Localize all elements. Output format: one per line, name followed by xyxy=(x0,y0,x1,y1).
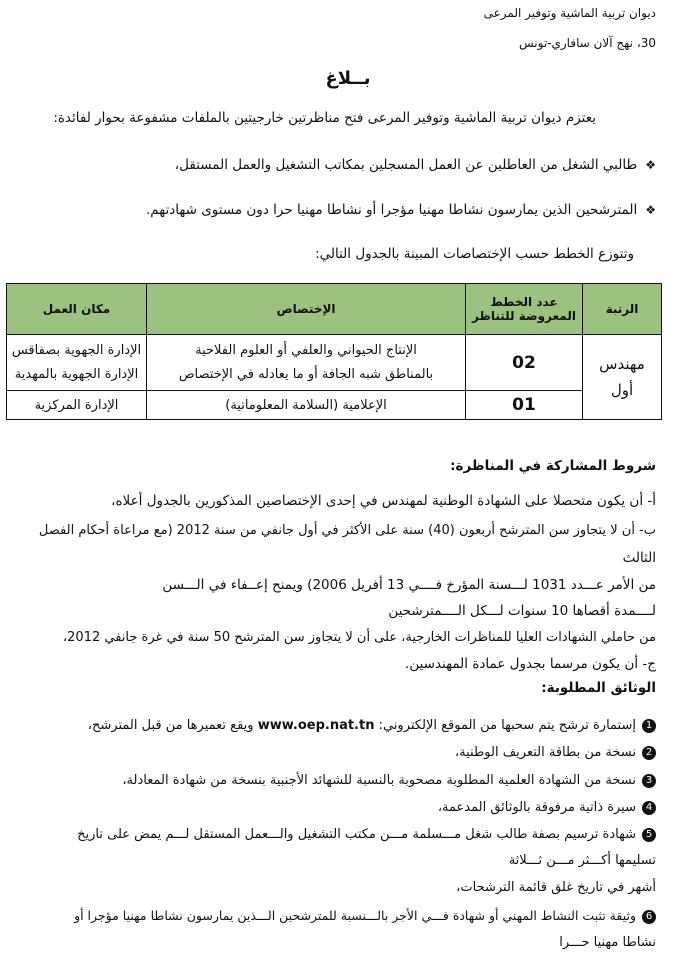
header-count-line: المعروضة للتناظر xyxy=(472,309,576,323)
diamond-bullet-icon: ❖ xyxy=(645,158,656,172)
header-rank: الرتبة xyxy=(583,284,662,335)
workplace-cell: الإدارة المركزية xyxy=(7,391,147,420)
circled-number-icon: 6 xyxy=(642,910,656,924)
rank-cell: مهندس أول xyxy=(583,335,662,420)
condition-b-continued: لــــمدة أقصاها 10 سنوات لـــكل الــــمترشحين xyxy=(388,603,656,619)
specialty-cell: الإعلامية (السلامة المعلوماتية) xyxy=(147,391,466,420)
intro-text: يعتزم ديوان تربية الماشية وتوفير المرعى فتح مناظرتين خارجيتين بالملفات مشفوعة بحوار لفائدة: xyxy=(53,110,596,126)
document-text: إستمارة ترشح يتم سحبها من الموقع الإلكتروني: xyxy=(374,718,636,733)
organization-address: 30، نهج آلان سافاري-تونس xyxy=(518,36,656,50)
bullet-item xyxy=(146,202,656,218)
conditions-heading: شروط المشاركة في المناظرة: xyxy=(450,458,656,474)
document-item-continued: تسليمها أكـــثر مـــن ثـــلاثة xyxy=(508,853,656,868)
organization-name: ديوان تربية الماشية وتوفير المرعى xyxy=(483,6,656,20)
circled-number-icon: 3 xyxy=(642,774,656,788)
document-text: ويقع تعميرها من قبل المترشح، xyxy=(87,718,258,733)
circled-number-icon: 2 xyxy=(642,746,656,760)
header-specialty: الإختصاص xyxy=(147,284,466,335)
bullet-text: طالبي الشغل من العاطلين عن العمل المسجلين بمكاتب التشغيل والعمل المستقل، xyxy=(174,157,638,173)
condition-b-continued: من حاملي الشهادات العليا للمناظرات الخارجية، على أن لا يتجاوز سن المترشح 50 سنة في غرة جانفي 2012، xyxy=(62,630,656,645)
document-item-continued: أشهر في تاريخ غلق قائمة الترشحات، xyxy=(456,880,656,895)
count-cell: 02 xyxy=(466,335,583,391)
distribution-text: وتتوزع الخطط حسب الإختصاصات المبينة بالجدول التالي: xyxy=(315,246,634,262)
workplace-line: الإدارة الجهوية بالمهدية xyxy=(14,366,139,382)
document-item-continued: نشاطا مهنيا حـــرا xyxy=(559,935,656,950)
document-text: نسخة من الشهادة العلمية المطلوبة مصحوبة بالنسبة للشهائد الأجنبية بنسخة من شهادة المعادلة، xyxy=(122,773,636,788)
document-text: شهادة ترسيم بصفة طالب شغل مـــسلمة مـــن مكتب التشغيل والـــعمل المستقل لـــم يمض على تاريخ xyxy=(77,827,636,842)
count-cell: 01 xyxy=(466,391,583,420)
workplace-cell xyxy=(7,335,147,391)
diamond-bullet-icon: ❖ xyxy=(645,203,656,217)
circled-number-icon: 1 xyxy=(642,719,656,733)
header-workplace: مكان العمل xyxy=(7,284,147,335)
table-header-row xyxy=(7,284,662,335)
condition-b-continued: الثالث xyxy=(622,550,656,566)
specialty-line: الإنتاج الحيواني والعلفي أو العلوم الفلاحية xyxy=(195,342,417,358)
bullet-item xyxy=(175,157,656,173)
header-count xyxy=(466,284,583,335)
document-text: وثيقة تثبت النشاط المهني أو شهادة فـــي الأجر بالـــنسبة للمترشحين الـــذين يمارسون نشاطا مهنيا مؤجرا أو xyxy=(74,908,636,923)
condition-b-continued: من الأمر عـــدد 1031 لـــسنة المؤرخ فــــي 13 أفريل 2006) ويمنح إعــفاء في الـــسن xyxy=(162,577,656,593)
table-row xyxy=(7,391,662,420)
document-text: سيرة ذاتية مرفوقة بالوثائق المدعمة، xyxy=(437,800,636,815)
workplace-line: الإدارة الجهوية بصفاقس xyxy=(11,342,142,358)
document-item xyxy=(74,908,656,924)
circled-number-icon: 4 xyxy=(642,801,656,815)
positions-table xyxy=(6,283,662,420)
condition-a: أ- أن يكون متحصلا على الشهادة الوطنية لمهندس في إحدى الإختصاصين المذكورين بالجدول أعلاه، xyxy=(111,493,656,509)
condition-b: ب- أن لا يتجاوز سن المترشح أربعون (40) سنة على الأكثر في أول جانفي من سنة 2012 (مع مراعاة أحكام الفصل xyxy=(38,523,656,538)
document-item xyxy=(438,800,656,815)
document-item xyxy=(88,718,656,733)
document-text: نسخة من بطاقة التعريف الوطنية، xyxy=(454,745,636,760)
document-item xyxy=(122,773,656,788)
table-row xyxy=(7,335,662,391)
circled-number-icon: 5 xyxy=(642,828,656,842)
condition-c: ج- أن يكون مرسما بجدول عمادة المهندسين. xyxy=(405,656,656,672)
header-count-line: عدد الخطط xyxy=(490,295,558,309)
page-title: بــلاغ xyxy=(325,68,371,89)
website-link[interactable]: www.oep.nat.tn xyxy=(257,718,375,733)
bullet-text: المترشحين الذين يمارسون نشاطا مهنيا مؤجرا أو نشاطا مهنيا حرا دون مستوى شهادتهم. xyxy=(146,202,638,218)
document-item xyxy=(77,827,656,842)
document-item xyxy=(455,745,656,760)
specialty-cell xyxy=(147,335,466,391)
documents-heading: الوثائق المطلوبة: xyxy=(541,680,656,696)
specialty-line: بالمناطق شبه الجافة أو ما يعادله في الإختصاص xyxy=(178,366,434,382)
